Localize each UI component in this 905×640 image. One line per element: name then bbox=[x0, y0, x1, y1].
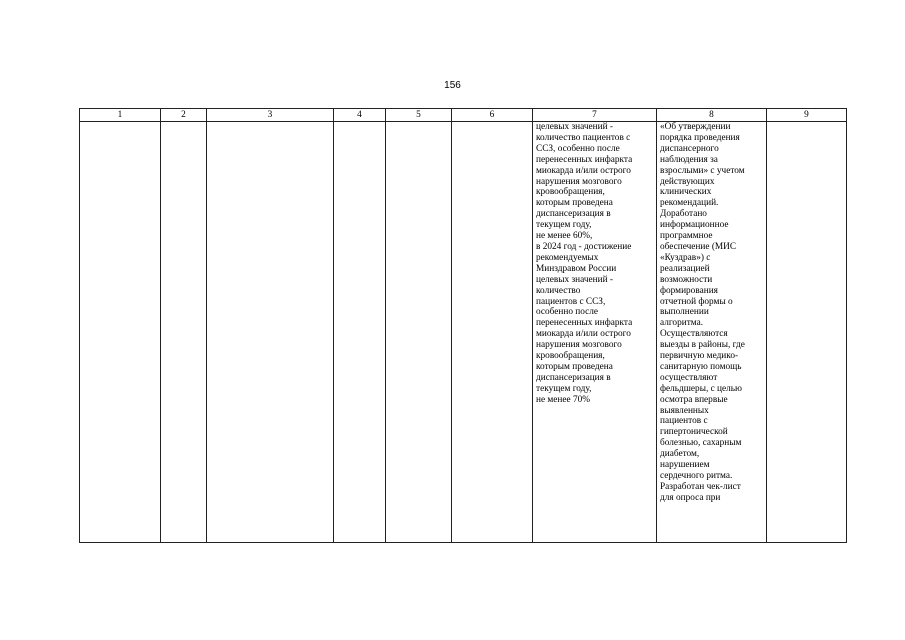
text-line: формирования bbox=[660, 285, 718, 296]
text-line: количество пациентов с bbox=[536, 132, 631, 143]
cell-col-4 bbox=[334, 122, 386, 543]
text-line: пациентов с bbox=[660, 416, 708, 427]
text-line: Разработан чек-лист bbox=[660, 481, 741, 492]
text-line: выезды в районы, где bbox=[660, 340, 745, 351]
cell-col-7 bbox=[533, 122, 657, 543]
text-line: не менее 60%, bbox=[536, 231, 593, 242]
text-line: Доработано bbox=[660, 209, 707, 220]
page-number: 156 bbox=[444, 80, 461, 91]
text-line: осуществляют bbox=[660, 372, 718, 383]
text-line: информационное bbox=[660, 220, 729, 231]
text-line: Осуществляются bbox=[660, 329, 728, 340]
cell-text-col-8 bbox=[660, 122, 763, 504]
text-line: не менее 70% bbox=[536, 394, 591, 405]
column-header-2: 2 bbox=[161, 109, 207, 122]
cell-col-1 bbox=[80, 122, 161, 543]
column-header-6: 6 bbox=[452, 109, 533, 122]
text-line: целевых значений - bbox=[536, 122, 614, 132]
column-header-5: 5 bbox=[386, 109, 452, 122]
text-line: текущем году, bbox=[536, 220, 592, 231]
text-line: целевых значений - bbox=[536, 274, 614, 285]
text-line: диабетом, bbox=[660, 449, 700, 460]
text-line: пациентов с ССЗ, bbox=[536, 296, 606, 307]
text-line: кровообращения, bbox=[536, 351, 605, 362]
text-line: выявленных bbox=[660, 405, 709, 416]
text-line: «Об утверждении bbox=[660, 122, 731, 132]
text-line: фельдшеры, с целью bbox=[660, 383, 742, 394]
text-line: нарушения мозгового bbox=[536, 340, 622, 351]
text-line: ССЗ, особенно после bbox=[536, 143, 620, 154]
column-header-9: 9 bbox=[767, 109, 847, 122]
text-line: болезнью, сахарным bbox=[660, 438, 742, 449]
text-line: первичную медико- bbox=[660, 351, 739, 362]
text-line: текущем году, bbox=[536, 383, 592, 394]
text-line: осмотра впервые bbox=[660, 394, 728, 405]
text-line: рекомендаций. bbox=[660, 198, 719, 209]
text-line: программное bbox=[660, 231, 713, 242]
text-line: отчетной формы о bbox=[660, 296, 733, 307]
cell-col-3 bbox=[207, 122, 334, 543]
text-line: санитарную помощь bbox=[660, 361, 742, 372]
cell-col-8 bbox=[657, 122, 767, 543]
text-line: гипертонической bbox=[660, 427, 728, 438]
text-line: диспансерного bbox=[660, 143, 719, 154]
text-line: перенесенных инфаркта bbox=[536, 154, 633, 165]
text-line: выполнении bbox=[660, 307, 709, 318]
column-header-4: 4 bbox=[334, 109, 386, 122]
text-line: для опроса при bbox=[660, 492, 721, 503]
text-line: рекомендуемых bbox=[536, 252, 599, 263]
column-header-8: 8 bbox=[657, 109, 767, 122]
text-line: наблюдения за bbox=[660, 154, 718, 165]
column-header-7: 7 bbox=[533, 109, 657, 122]
cell-col-5 bbox=[386, 122, 452, 543]
text-line: миокарда и/или острого bbox=[536, 165, 631, 176]
cell-col-6 bbox=[452, 122, 533, 543]
text-line: перенесенных инфаркта bbox=[536, 318, 633, 329]
text-line: порядка проведения bbox=[660, 132, 740, 143]
text-line: количество bbox=[536, 285, 581, 296]
text-line: в 2024 год - достижение bbox=[536, 241, 632, 252]
cell-col-9 bbox=[767, 122, 847, 543]
text-line: взрослыми» с учетом bbox=[660, 165, 745, 176]
text-line: диспансеризация в bbox=[536, 209, 611, 220]
text-line: обеспечение (МИС bbox=[660, 241, 737, 252]
text-line: особенно после bbox=[536, 307, 599, 318]
text-line: действующих bbox=[660, 176, 715, 187]
text-line: кровообращения, bbox=[536, 187, 605, 198]
text-line: возможности bbox=[660, 274, 713, 285]
text-line: клинических bbox=[660, 187, 712, 198]
column-header-1: 1 bbox=[80, 109, 161, 122]
text-line: «Куздрав») с bbox=[660, 252, 711, 263]
table-row bbox=[80, 122, 847, 543]
header-row bbox=[80, 109, 847, 122]
column-header-3: 3 bbox=[207, 109, 334, 122]
text-line: которым проведена bbox=[536, 361, 613, 372]
text-line: алгоритма. bbox=[660, 318, 704, 329]
cell-col-2 bbox=[161, 122, 207, 543]
text-line: диспансеризация в bbox=[536, 372, 611, 383]
text-line: сердечного ритма. bbox=[660, 471, 733, 481]
document-table bbox=[79, 108, 847, 543]
text-line: реализацией bbox=[660, 263, 710, 274]
text-line: миокарда и/или острого bbox=[536, 329, 631, 340]
text-line: нарушением bbox=[660, 460, 710, 471]
text-line: Минздравом России bbox=[536, 263, 617, 274]
text-line: которым проведена bbox=[536, 198, 613, 209]
cell-text-col-7 bbox=[536, 122, 653, 406]
text-line: нарушения мозгового bbox=[536, 176, 622, 187]
